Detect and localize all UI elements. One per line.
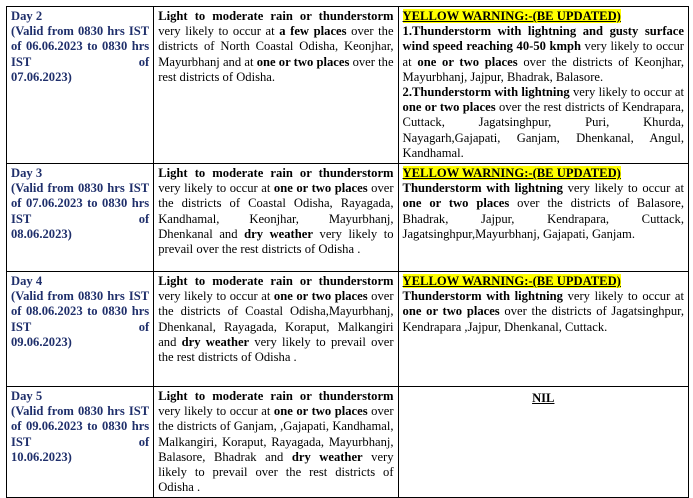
warning-text: very likely to occur at — [569, 85, 684, 100]
forecast-text: over the districts of Coastal Odisha,Mayurbhanj, Dhenkanal, Rayagada, Koraput, Malkangiri and — [158, 289, 394, 349]
forecast-text: very likely to prevail over the rest districts of Odisha . — [158, 449, 394, 495]
yellow-warning-label: YELLOW WARNING:-(BE UPDATED) — [402, 9, 621, 23]
forecast-text: very likely to occur at — [158, 289, 274, 304]
warning-item — [403, 24, 684, 85]
validity-line: 0830 hrs IST of — [11, 39, 150, 69]
validity-line: 07.06.2023) — [11, 69, 72, 84]
forecast-lead: Light to moderate rain or thunderstorm — [158, 9, 394, 23]
forecast-text: over the districts of North Coastal Odisha, Keonjhar, Mayurbhanj and at — [158, 24, 394, 69]
warning-text: very likely to occur at — [562, 289, 685, 304]
warning-item — [403, 85, 684, 161]
forecast-lead: Light to moderate rain or thunderstorm — [158, 274, 394, 289]
forecast-emphasis: one or two places — [256, 54, 350, 69]
validity-line: 0830 hrs IST of — [11, 304, 150, 334]
day-cell — [7, 164, 154, 272]
warning-bold: Thunderstorm with lightning — [402, 289, 563, 304]
day-cell — [7, 387, 154, 498]
validity-line: IST of 08.06.2023 to — [11, 289, 150, 319]
forecast-text: very likely to prevail over the rest districts of Odisha . — [158, 334, 394, 365]
forecast-text: very likely to occur at — [158, 404, 274, 419]
validity-period — [11, 24, 149, 85]
warning-emphasis: one or two places — [402, 100, 496, 115]
day-label: Day 4 — [11, 274, 43, 289]
warning-cell — [398, 7, 688, 164]
forecast-text: very likely to occur at — [158, 181, 274, 196]
forecast-emphasis: dry weather — [291, 449, 363, 464]
validity-period — [11, 289, 149, 350]
day-cell — [7, 7, 154, 164]
forecast-emphasis: one or two places — [273, 181, 368, 196]
forecast-emphasis: dry weather — [181, 334, 250, 349]
validity-line: 08.06.2023) — [11, 226, 72, 241]
validity-line: 0830 hrs IST of — [11, 419, 150, 449]
nil-warning: NIL — [532, 391, 555, 406]
validity-line: IST of 09.06.2023 to — [11, 404, 150, 434]
warning-text: over the rest districts of Kendrapara, Cuttack, Jagatsinghpur, Puri, Khurda, Nayagarh,Gajapati, Ganjam, Dhenkanal, Angul, Kandhamal. — [402, 100, 684, 160]
warning-cell — [398, 272, 688, 387]
warning-text: over the districts of Balasore, Bhadrak, Jajpur, Kendrapara, Cuttack, Jagatsinghpur,Mayurbhanj, Gajapati, Ganjam. — [402, 196, 684, 241]
forecast-text: very likely to occur at — [158, 24, 280, 39]
validity-line: (Valid from 0830 hrs — [11, 181, 125, 196]
table-row — [7, 272, 689, 387]
validity-line: (Valid from 0830 hrs — [11, 289, 125, 304]
validity-line: (Valid from 0830 hrs — [11, 404, 125, 419]
validity-line: 0830 hrs IST of — [11, 196, 150, 226]
warning-bold: Thunderstorm with lightning — [402, 181, 563, 196]
warning-item — [403, 289, 684, 335]
forecast-text: over the districts of Ganjam, ,Gajapati, Kandhamal, Malkangiri, Koraput, Rayagada, Mayurbhanj, Balasore, Bhadrak and — [158, 404, 394, 464]
forecast-cell — [154, 7, 398, 164]
warning-text: over the districts of Keonjhar, Mayurbhanj, Jajpur, Bhadrak, Balasore. — [402, 54, 684, 84]
forecast-lead: Light to moderate rain or thunderstorm — [158, 389, 394, 404]
yellow-warning-label: YELLOW WARNING:-(BE UPDATED) — [402, 166, 621, 181]
warning-bold: 2.Thunderstorm with lightning — [402, 85, 570, 100]
yellow-warning-label: YELLOW WARNING:-(BE UPDATED) — [402, 274, 621, 289]
validity-line: (Valid from 0830 hrs — [11, 24, 125, 39]
table-row — [7, 7, 689, 164]
validity-period — [11, 404, 149, 465]
warning-cell — [398, 164, 688, 272]
forecast-cell — [154, 164, 398, 272]
day-label: Day 5 — [11, 389, 43, 404]
forecast-emphasis: a few places — [279, 24, 347, 39]
forecast-cell — [154, 387, 398, 498]
forecast-lead: Light to moderate rain or thunderstorm — [158, 166, 394, 181]
warning-emphasis: one or two places — [402, 196, 510, 211]
warning-bold: 1.Thunderstorm with lightning and gusty surface wind speed reaching 40-50 kmph — [402, 24, 684, 54]
warning-text: very likely to occur at — [562, 181, 685, 196]
forecast-text: very likely to prevail over the rest districts of Odisha . — [158, 226, 394, 257]
forecast-emphasis: one or two places — [273, 289, 368, 304]
validity-line: 10.06.2023) — [11, 449, 72, 464]
warning-text: over the districts of Jagatsinghpur, Kendrapara ,Jajpur, Dhenkanal, Cuttack. — [402, 304, 684, 334]
table-row — [7, 387, 689, 498]
forecast-text: over the districts of Coastal Odisha, Rayagada, Kandhamal, Keonjhar, Mayurbhanj, Dhenkanal and — [158, 181, 394, 241]
day-label: Day 2 — [11, 9, 43, 23]
warning-emphasis: one or two places — [402, 304, 500, 319]
day-cell — [7, 272, 154, 387]
warning-emphasis: one or two places — [417, 54, 518, 69]
table-row — [7, 164, 689, 272]
warning-item — [403, 181, 684, 242]
forecast-cell — [154, 272, 398, 387]
day-label: Day 3 — [11, 166, 43, 181]
validity-period — [11, 181, 149, 242]
validity-line: 09.06.2023) — [11, 334, 72, 349]
validity-line: IST of 07.06.2023 to — [11, 181, 150, 211]
forecast-emphasis: one or two places — [273, 404, 368, 419]
validity-line: IST of 06.06.2023 to — [11, 24, 150, 54]
warning-text: very likely to occur at — [402, 39, 684, 69]
district-forecast-table — [6, 6, 689, 498]
warning-cell — [398, 387, 688, 498]
forecast-text: over the rest districts of Odisha. — [158, 54, 394, 84]
forecast-emphasis: dry weather — [244, 226, 313, 241]
